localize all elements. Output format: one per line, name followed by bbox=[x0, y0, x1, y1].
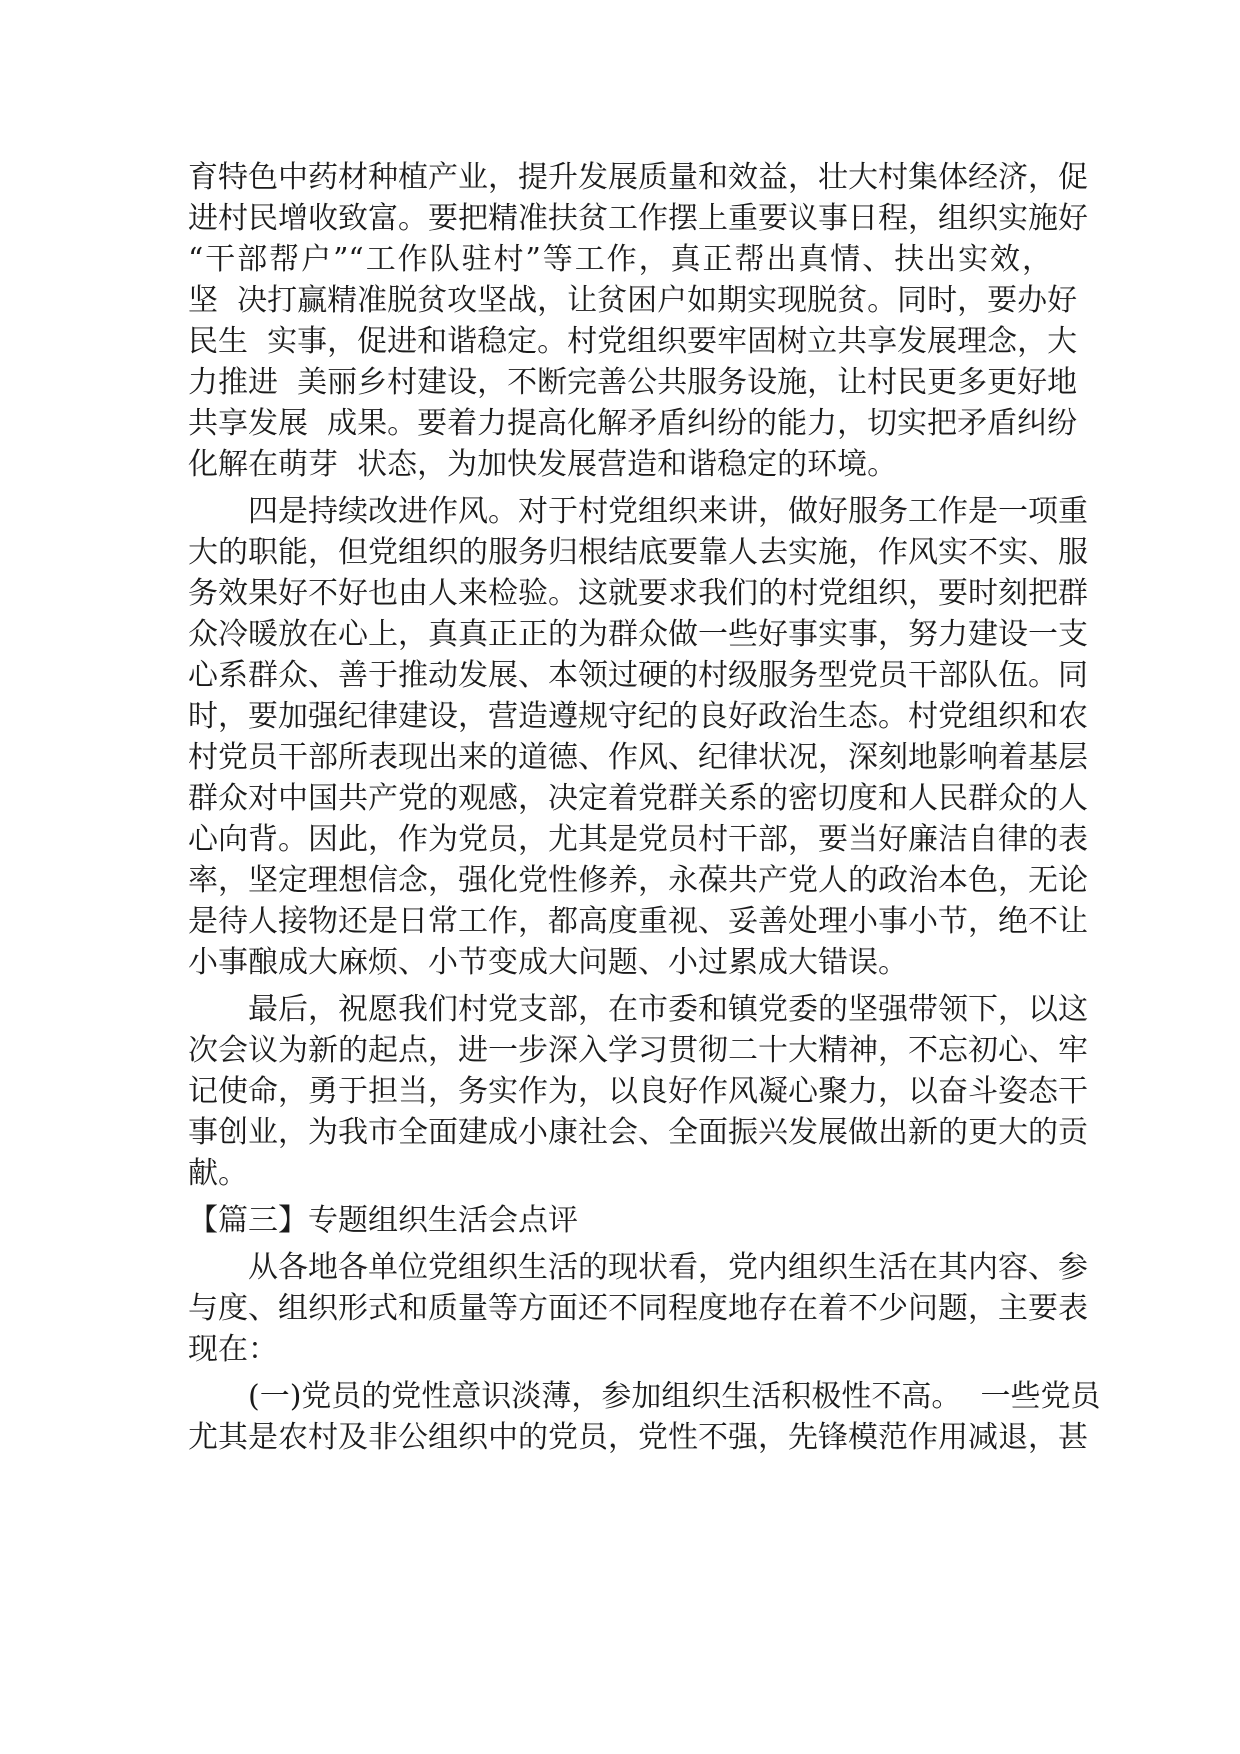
paragraph-closing-wishes bbox=[188, 989, 1088, 1194]
text-line: 坚 决打赢精准脱贫攻坚战，让贫困户如期实现脱贫。同时，要办好 bbox=[188, 283, 1078, 318]
text-line: 献。 bbox=[188, 1156, 248, 1191]
text-line: 与度、组织形式和质量等方面还不同程度地存在着不少问题，主要表 bbox=[188, 1291, 1088, 1326]
text-line: 共享发展 成果。要着力提高化解矛盾纠纷的能力，切实把矛盾纠纷 bbox=[188, 406, 1078, 441]
text-line: 育特色中药材种植产业，提升发展质量和效益，壮大村集体经济，促 bbox=[188, 160, 1088, 195]
text-line: 尤其是农村及非公组织中的党员，党性不强，先锋模范作用减退，甚 bbox=[188, 1420, 1088, 1455]
text-line: 小事酿成大麻烦、小节变成大问题、小过累成大错误。 bbox=[188, 945, 908, 980]
text-line: 村党员干部所表现出来的道德、作风、纪律状况，深刻地影响着基层 bbox=[188, 740, 1088, 775]
text-line: 众冷暖放在心上，真真正正的为群众做一些好事实事，努力建设一支 bbox=[188, 617, 1088, 652]
section-heading: 【篇三】专题组织生活会点评 bbox=[188, 1203, 578, 1238]
text-line: 大的职能，但党组织的服务归根结底要靠人去实施，作风实不实、服 bbox=[188, 535, 1088, 570]
text-line: 现在： bbox=[188, 1332, 278, 1367]
text-line: 次会议为新的起点，进一步深入学习贯彻二十大精神，不忘初心、牢 bbox=[188, 1033, 1088, 1068]
text-line: 从各地各单位党组织生活的现状看，党内组织生活在其内容、参 bbox=[248, 1250, 1088, 1285]
text-line: 群众对中国共产党的观感，决定着党群关系的密切度和人民群众的人 bbox=[188, 781, 1088, 816]
paragraph-problem-one bbox=[188, 1376, 1101, 1458]
text-line: 心向背。因此，作为党员，尤其是党员村干部，要当好廉洁自律的表 bbox=[188, 822, 1088, 857]
text-line: 心系群众、善于推动发展、本领过硬的村级服务型党员干部队伍。同 bbox=[188, 658, 1088, 693]
text-line: 化解在萌芽 状态，为加快发展营造和谐稳定的环境。 bbox=[188, 447, 898, 482]
text-line: “干部帮户”“工作队驻村”等工作，真正帮出真情、扶出实效， bbox=[188, 242, 1052, 277]
text-line: 事创业，为我市全面建成小康社会、全面振兴发展做出新的更大的贡 bbox=[188, 1115, 1088, 1150]
text-line: 四是持续改进作风。对于村党组织来讲，做好服务工作是一项重 bbox=[248, 494, 1088, 529]
text-line: 率，坚定理想信念，强化党性修养，永葆共产党人的政治本色，无论 bbox=[188, 863, 1088, 898]
text-line: 力推进 美丽乡村建设，不断完善公共服务设施，让村民更多更好地 bbox=[188, 365, 1078, 400]
text-line: 务效果好不好也由人来检验。这就要求我们的村党组织，要时刻把群 bbox=[188, 576, 1088, 611]
text-line: 民生 实事，促进和谐稳定。村党组织要牢固树立共享发展理念，大 bbox=[188, 324, 1078, 359]
text-line: 记使命，勇于担当，务实作为，以良好作风凝心聚力，以奋斗姿态干 bbox=[188, 1074, 1088, 1109]
paragraph-rural-development bbox=[188, 157, 1088, 485]
text-line: 最后，祝愿我们村党支部，在市委和镇党委的坚强带领下，以这 bbox=[248, 992, 1088, 1027]
document-body bbox=[188, 157, 1101, 1464]
text-line: (一)党员的党性意识淡薄，参加组织生活积极性不高。 一些党员 bbox=[248, 1379, 1101, 1414]
paragraph-work-style bbox=[188, 491, 1088, 983]
text-line: 进村民增收致富。要把精准扶贫工作摆上重要议事日程，组织实施好 bbox=[188, 201, 1088, 236]
paragraph-current-status bbox=[188, 1247, 1088, 1370]
text-line: 时，要加强纪律建设，营造遵规守纪的良好政治生态。村党组织和农 bbox=[188, 699, 1088, 734]
text-line: 是待人接物还是日常工作，都高度重视、妥善处理小事小节，绝不让 bbox=[188, 904, 1088, 939]
